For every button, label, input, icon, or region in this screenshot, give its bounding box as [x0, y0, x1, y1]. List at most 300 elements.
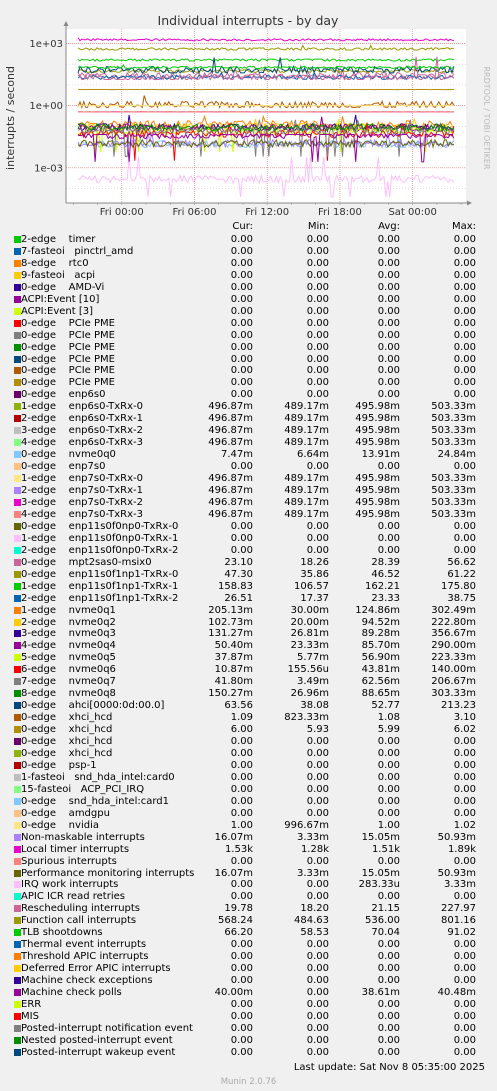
chart-area — [0, 0, 497, 234]
legend-swatch — [14, 523, 21, 530]
legend-value-cur: 50.40m — [214, 640, 253, 652]
legend-swatch — [14, 344, 21, 351]
legend-row — [0, 1023, 497, 1035]
legend-swatch — [14, 248, 21, 255]
legend-value-avg: 0.00 — [377, 939, 400, 951]
legend-label: 0-edge xhci_hcd — [21, 747, 113, 759]
legend-value-cur: 7.47m — [220, 449, 253, 461]
y-tick-label: 1e+03 — [29, 38, 63, 50]
legend-value-max: 56.62 — [447, 556, 476, 568]
legend-label: 1-edge enp7s0-TxRx-0 — [21, 473, 144, 485]
legend-swatch — [14, 929, 21, 936]
legend-value-min: 18.26 — [300, 556, 329, 568]
legend-label: 4-edge nvme0q4 — [21, 640, 116, 652]
legend-value-max: 0.00 — [453, 771, 476, 783]
legend-value-min: 0.00 — [306, 341, 329, 353]
legend-row — [0, 879, 497, 891]
legend-label: 1-edge enp6s0-TxRx-0 — [21, 401, 144, 413]
legend-value-min: 0.00 — [306, 281, 329, 293]
legend-label: 4-edge enp6s0-TxRx-3 — [21, 437, 144, 449]
legend-row — [0, 784, 497, 796]
legend-value-cur: 0.00 — [230, 951, 253, 963]
legend-value-max: 38.75 — [447, 592, 476, 604]
legend-value-cur: 16.07m — [214, 831, 253, 843]
legend-label: 1-edge nvme0q1 — [21, 604, 116, 616]
legend-label: 0-edge xhci_hcd — [21, 712, 113, 724]
legend-row — [0, 234, 497, 246]
legend-value-avg: 495.98m — [355, 437, 400, 449]
legend-value-avg: 0.00 — [377, 245, 400, 257]
legend-label: 2-edge enp6s0-TxRx-1 — [21, 413, 144, 425]
legend-value-max: 50.93m — [437, 867, 476, 879]
legend-value-cur: 0.00 — [230, 999, 253, 1010]
legend-value-cur: 0.00 — [230, 305, 253, 317]
legend-label: 1-fasteoi snd_hda_intel:card0 — [21, 771, 175, 783]
legend-value-min: 0.00 — [306, 520, 329, 532]
legend-value-max: 0.00 — [453, 461, 476, 473]
legend-value-cur: 496.87m — [208, 413, 253, 425]
legend-value-min: 0.00 — [306, 532, 329, 544]
legend-value-min: 26.96m — [290, 688, 329, 700]
legend-value-max: 0.00 — [453, 795, 476, 807]
legend-label: 3-edge nvme0q3 — [21, 628, 116, 640]
legend-value-cur: 0.00 — [230, 281, 253, 293]
legend-value-cur: 1.00 — [230, 819, 253, 831]
legend-value-cur: 0.00 — [230, 461, 253, 473]
legend-value-cur: 496.87m — [208, 425, 253, 437]
legend-value-min: 3.49m — [296, 676, 329, 688]
legend-value-cur: 0.00 — [230, 879, 253, 891]
legend-value-min: 489.17m — [284, 508, 329, 520]
legend-row — [0, 1035, 497, 1047]
legend-value-avg: 70.04 — [371, 927, 400, 939]
legend-row — [0, 1011, 497, 1023]
legend-value-avg: 5.99 — [377, 724, 400, 736]
legend-value-min: 0.00 — [306, 975, 329, 987]
legend-value-avg: 56.90m — [361, 652, 400, 664]
legend-row — [0, 282, 497, 294]
legend-value-cur: 0.00 — [230, 1022, 253, 1034]
legend-row — [0, 724, 497, 736]
legend-label: Threshold APIC interrupts — [21, 951, 149, 963]
legend-swatch — [14, 559, 21, 566]
legend-value-cur: 63.56 — [224, 700, 253, 712]
legend-value-min: 0.00 — [306, 771, 329, 783]
legend-value-avg: 28.39 — [371, 556, 400, 568]
legend-value-min: 0.00 — [306, 365, 329, 377]
legend-value-max: 140.00m — [431, 664, 476, 676]
chart-title: Individual interrupts - by day — [157, 13, 339, 28]
x-tick-label: Sat 00:00 — [388, 207, 437, 218]
legend-swatch — [14, 642, 21, 649]
legend-value-avg: 495.98m — [355, 473, 400, 485]
legend-value-max: 503.33m — [431, 413, 476, 425]
legend-row — [0, 844, 497, 856]
legend-row — [0, 294, 497, 306]
legend-value-avg: 0.00 — [377, 257, 400, 269]
legend-row — [0, 473, 497, 485]
legend-label: TLB shootdowns — [21, 927, 103, 939]
legend-value-cur: 26.51 — [224, 592, 253, 604]
legend-value-max: 0.00 — [453, 736, 476, 748]
legend-value-max: 0.00 — [453, 783, 476, 795]
legend-value-min: 30.00m — [290, 604, 329, 616]
legend-value-min: 58.53 — [300, 927, 329, 939]
plot-background — [66, 29, 466, 203]
legend-value-max: 91.02 — [447, 927, 476, 939]
legend-value-max: 0.00 — [453, 532, 476, 544]
legend-value-min: 38.08 — [300, 700, 329, 712]
legend-value-min: 0.00 — [306, 963, 329, 975]
legend-swatch — [14, 571, 21, 578]
legend-value-max: 0.00 — [453, 1022, 476, 1034]
legend-label: 6-edge nvme0q6 — [21, 664, 116, 676]
legend-value-min: 489.17m — [284, 413, 329, 425]
legend-value-min: 0.00 — [306, 795, 329, 807]
legend-row — [0, 401, 497, 413]
legend-value-max: 0.00 — [453, 245, 476, 257]
legend-swatch — [14, 320, 21, 327]
legend-value-max: 24.84m — [437, 449, 476, 461]
legend-row — [0, 999, 497, 1011]
legend-swatch — [14, 427, 21, 434]
legend-value-max: 503.33m — [431, 485, 476, 497]
legend-row — [0, 748, 497, 760]
legend-value-min: 489.17m — [284, 425, 329, 437]
legend-value-avg: 0.00 — [377, 999, 400, 1010]
legend-value-max: 0.00 — [453, 1010, 476, 1022]
legend-label: 0-edge PCIe PME — [21, 365, 115, 377]
legend-label: IRQ work interrupts — [21, 879, 119, 891]
legend-value-avg: 0.00 — [377, 891, 400, 903]
legend-swatch — [14, 989, 21, 996]
legend-row — [0, 640, 497, 652]
legend-swatch — [14, 391, 21, 398]
legend-label: 3-edge enp6s0-TxRx-2 — [21, 425, 144, 437]
legend-value-max: 40.48m — [437, 987, 476, 999]
legend-swatch — [14, 535, 21, 542]
legend-row — [0, 617, 497, 629]
legend-swatch — [14, 296, 21, 303]
legend-value-cur: 0.00 — [230, 532, 253, 544]
legend-label: 0-edge PCIe PME — [21, 341, 115, 353]
legend-label: ACPI:Event [3] — [21, 305, 93, 317]
legend-value-cur: 496.87m — [208, 437, 253, 449]
legend-swatch — [14, 463, 21, 470]
legend-value-max: 0.00 — [453, 281, 476, 293]
legend-value-max: 0.00 — [453, 975, 476, 987]
legend-swatch — [14, 822, 21, 829]
legend-row — [0, 628, 497, 640]
legend-swatch — [14, 726, 21, 733]
legend-label: ACPI:Event [10] — [21, 293, 100, 305]
legend-label: 0-edge PCIe PME — [21, 329, 115, 341]
legend-value-min: 0.00 — [306, 269, 329, 281]
legend-value-avg: 15.05m — [361, 867, 400, 879]
legend-value-cur: 19.78 — [224, 903, 253, 915]
legend-swatch — [14, 965, 21, 972]
legend-label: 3-edge enp7s0-TxRx-2 — [21, 496, 144, 508]
y-axis-label: interrupts / second — [4, 66, 17, 170]
legend-value-cur: 0.00 — [230, 269, 253, 281]
legend-value-max: 503.33m — [431, 496, 476, 508]
legend-row — [0, 413, 497, 425]
legend-swatch — [14, 702, 21, 709]
legend-row — [0, 1047, 497, 1059]
legend-value-avg: 0.00 — [377, 389, 400, 401]
legend-value-min: 489.17m — [284, 437, 329, 449]
legend-value-avg: 94.52m — [361, 616, 400, 628]
legend-value-max: 222.80m — [431, 616, 476, 628]
legend-row — [0, 318, 497, 330]
legend-swatch — [14, 1037, 21, 1044]
legend-row — [0, 533, 497, 545]
legend-swatch — [14, 487, 21, 494]
legend-value-avg: 495.98m — [355, 401, 400, 413]
legend-value-cur: 496.87m — [208, 496, 253, 508]
legend-value-avg: 0.00 — [377, 963, 400, 975]
legend-label: 1-edge enp11s0f1np1-TxRx-1 — [21, 580, 179, 592]
legend-value-avg: 495.98m — [355, 508, 400, 520]
legend-value-cur: 0.00 — [230, 341, 253, 353]
legend-value-max: 503.33m — [431, 425, 476, 437]
legend-value-cur: 568.24 — [218, 915, 253, 927]
legend-value-min: 0.00 — [306, 759, 329, 771]
legend-value-min: 26.81m — [290, 628, 329, 640]
legend-value-cur: 0.00 — [230, 1010, 253, 1022]
legend-value-avg: 46.52 — [371, 568, 400, 580]
legend-swatch — [14, 619, 21, 626]
legend-row — [0, 509, 497, 521]
legend-value-max: 0.00 — [453, 544, 476, 556]
legend-value-cur: 47.30 — [224, 568, 253, 580]
legend-value-avg: 0.00 — [377, 783, 400, 795]
legend-value-avg: 1.08 — [377, 712, 400, 724]
legend-value-max: 503.33m — [431, 437, 476, 449]
legend-value-avg: 0.00 — [377, 1046, 400, 1058]
legend-label: 8-edge nvme0q8 — [21, 688, 116, 700]
column-header-max: Max: — [451, 221, 476, 232]
legend-value-max: 302.49m — [431, 604, 476, 616]
legend-swatch — [14, 547, 21, 554]
legend-row — [0, 545, 497, 557]
legend-value-cur: 496.87m — [208, 401, 253, 413]
legend-swatch — [14, 798, 21, 805]
legend-swatch — [14, 714, 21, 721]
legend-value-cur: 0.00 — [230, 377, 253, 389]
legend-value-max: 0.00 — [453, 1034, 476, 1046]
legend-swatch — [14, 284, 21, 291]
legend-label: Machine check polls — [21, 987, 122, 999]
legend-value-avg: 495.98m — [355, 425, 400, 437]
legend-value-max: 3.10 — [453, 712, 476, 724]
legend-swatch — [14, 738, 21, 745]
legend-value-avg: 0.00 — [377, 234, 400, 245]
x-tick-label: Fri 06:00 — [172, 207, 217, 218]
legend-row — [0, 772, 497, 784]
legend-value-min: 0.00 — [306, 257, 329, 269]
legend-label: 2-edge nvme0q2 — [21, 616, 116, 628]
legend-value-cur: 0.00 — [230, 257, 253, 269]
legend-value-cur: 37.87m — [214, 652, 253, 664]
legend-value-avg: 0.00 — [377, 317, 400, 329]
legend-row — [0, 987, 497, 999]
legend-value-max: 0.00 — [453, 329, 476, 341]
legend-value-min: 0.00 — [306, 807, 329, 819]
legend-value-max: 175.80 — [441, 580, 476, 592]
legend-value-avg: 0.00 — [377, 759, 400, 771]
legend-swatch — [14, 379, 21, 386]
legend-value-min: 0.00 — [306, 1022, 329, 1034]
legend-value-max: 0.00 — [453, 520, 476, 532]
legend-value-min: 0.00 — [306, 234, 329, 245]
legend-value-cur: 0.00 — [230, 353, 253, 365]
legend-value-avg: 162.21 — [365, 580, 400, 592]
legend-value-min: 0.00 — [306, 353, 329, 365]
legend-value-min: 0.00 — [306, 879, 329, 891]
legend-value-avg: 1.00 — [377, 819, 400, 831]
legend-value-max: 0.00 — [453, 747, 476, 759]
legend-row — [0, 939, 497, 951]
legend-value-max: 1.89k — [447, 843, 476, 855]
legend-swatch — [14, 236, 21, 243]
legend-label: Posted-interrupt wakeup event — [21, 1046, 176, 1058]
legend-value-cur: 0.00 — [230, 795, 253, 807]
legend-value-max: 0.00 — [453, 807, 476, 819]
legend-row — [0, 700, 497, 712]
legend-value-max: 6.02 — [453, 724, 476, 736]
legend-row — [0, 485, 497, 497]
legend-label: 0-edge PCIe PME — [21, 377, 115, 389]
legend-label: 0-edge PCIe PME — [21, 317, 115, 329]
legend-row — [0, 832, 497, 844]
legend-swatch — [14, 774, 21, 781]
legend-value-avg: 62.56m — [361, 676, 400, 688]
legend-row — [0, 425, 497, 437]
legend-value-cur: 496.87m — [208, 485, 253, 497]
legend-label: 0-edge xhci_hcd — [21, 724, 113, 736]
legend-value-cur: 1.53k — [224, 843, 253, 855]
legend-value-cur: 131.27m — [208, 628, 253, 640]
legend-label: 0-edge amdgpu — [21, 807, 110, 819]
legend-value-cur: 0.00 — [230, 975, 253, 987]
legend-value-avg: 0.00 — [377, 377, 400, 389]
legend-swatch — [14, 415, 21, 422]
legend-value-avg: 0.00 — [377, 1010, 400, 1022]
legend-label: Machine check exceptions — [21, 975, 153, 987]
legend-label: 0-edge enp7s0 — [21, 461, 106, 473]
column-header-cur: Cur: — [232, 221, 253, 232]
legend-row — [0, 652, 497, 664]
legend-label: 1-edge enp11s0f0np0-TxRx-1 — [21, 532, 179, 544]
legend-row — [0, 760, 497, 772]
legend-label: Spurious interrupts — [21, 855, 117, 867]
legend-value-min: 5.93 — [306, 724, 329, 736]
legend-row — [0, 975, 497, 987]
legend-swatch — [14, 690, 21, 697]
munin-version: Munin 2.0.76 — [220, 1077, 277, 1087]
legend-value-max: 0.00 — [453, 257, 476, 269]
legend-value-avg: 0.00 — [377, 795, 400, 807]
legend-label: Posted-interrupt notification event — [21, 1022, 193, 1034]
legend-row — [0, 688, 497, 700]
legend-value-cur: 0.00 — [230, 771, 253, 783]
legend-value-min: 23.33m — [290, 640, 329, 652]
legend-swatch — [14, 858, 21, 865]
legend-value-min: 823.33m — [284, 712, 329, 724]
legend-label: 7-fasteoi pinctrl_amd — [21, 245, 134, 257]
legend-label: ERR — [21, 999, 42, 1010]
legend-value-min: 0.00 — [306, 317, 329, 329]
legend-label: 15-fasteoi ACP_PCI_IRQ — [21, 783, 145, 795]
legend-value-avg: 0.00 — [377, 1022, 400, 1034]
legend-swatch — [14, 403, 21, 410]
legend-row — [0, 605, 497, 617]
legend-value-avg: 124.86m — [355, 604, 400, 616]
legend-value-min: 1.28k — [300, 843, 329, 855]
legend-value-cur: 0.00 — [230, 544, 253, 556]
legend-swatch — [14, 630, 21, 637]
legend-value-cur: 6.00 — [230, 724, 253, 736]
legend-swatch — [14, 834, 21, 841]
x-tick-label: Fri 12:00 — [245, 207, 290, 218]
legend-value-min: 106.57 — [294, 580, 329, 592]
legend-value-min: 484.63 — [294, 915, 329, 927]
legend-label: 0-edge AMD-Vi — [21, 281, 105, 293]
legend-value-cur: 496.87m — [208, 473, 253, 485]
legend-row — [0, 330, 497, 342]
legend-swatch — [14, 750, 21, 757]
legend-label: 0-edge ahci[0000:0d:00.0] — [21, 700, 165, 712]
legend-value-max: 0.00 — [453, 1046, 476, 1058]
legend-value-max: 0.00 — [453, 999, 476, 1010]
legend-swatch — [14, 451, 21, 458]
legend-row — [0, 342, 497, 354]
legend-value-cur: 23.10 — [224, 556, 253, 568]
legend-value-min: 0.00 — [306, 987, 329, 999]
last-update: Last update: Sat Nov 8 05:35:00 2025 — [293, 1062, 485, 1073]
legend-value-max: 213.23 — [441, 700, 476, 712]
legend-value-avg: 0.00 — [377, 305, 400, 317]
legend-row — [0, 736, 497, 748]
legend-swatch — [14, 1025, 21, 1032]
legend-row — [0, 461, 497, 473]
legend-row — [0, 712, 497, 724]
legend-value-avg: 495.98m — [355, 496, 400, 508]
legend-label: Thermal event interrupts — [21, 939, 147, 951]
legend-value-min: 18.20 — [300, 903, 329, 915]
legend-value-max: 0.00 — [453, 951, 476, 963]
column-header-min: Min: — [307, 221, 329, 232]
legend-value-avg: 88.65m — [361, 688, 400, 700]
legend-value-avg: 43.81m — [361, 664, 400, 676]
legend-value-min: 489.17m — [284, 496, 329, 508]
legend-row — [0, 258, 497, 270]
legend-value-max: 0.00 — [453, 234, 476, 245]
legend-swatch — [14, 678, 21, 685]
legend-value-cur: 1.09 — [230, 712, 253, 724]
legend-value-min: 996.67m — [284, 819, 329, 831]
y-tick-label: 1e-03 — [34, 163, 63, 175]
rrdtool-watermark: RRDTOOL / TOBI OETIKER — [482, 66, 491, 170]
legend-value-avg: 23.33 — [371, 592, 400, 604]
legend-label: 7-edge nvme0q7 — [21, 676, 116, 688]
legend-value-cur: 41.80m — [214, 676, 253, 688]
legend-swatch — [14, 1049, 21, 1056]
legend-value-avg: 536.00 — [365, 915, 400, 927]
legend-value-min: 489.17m — [284, 485, 329, 497]
legend-value-avg: 52.77 — [371, 700, 400, 712]
